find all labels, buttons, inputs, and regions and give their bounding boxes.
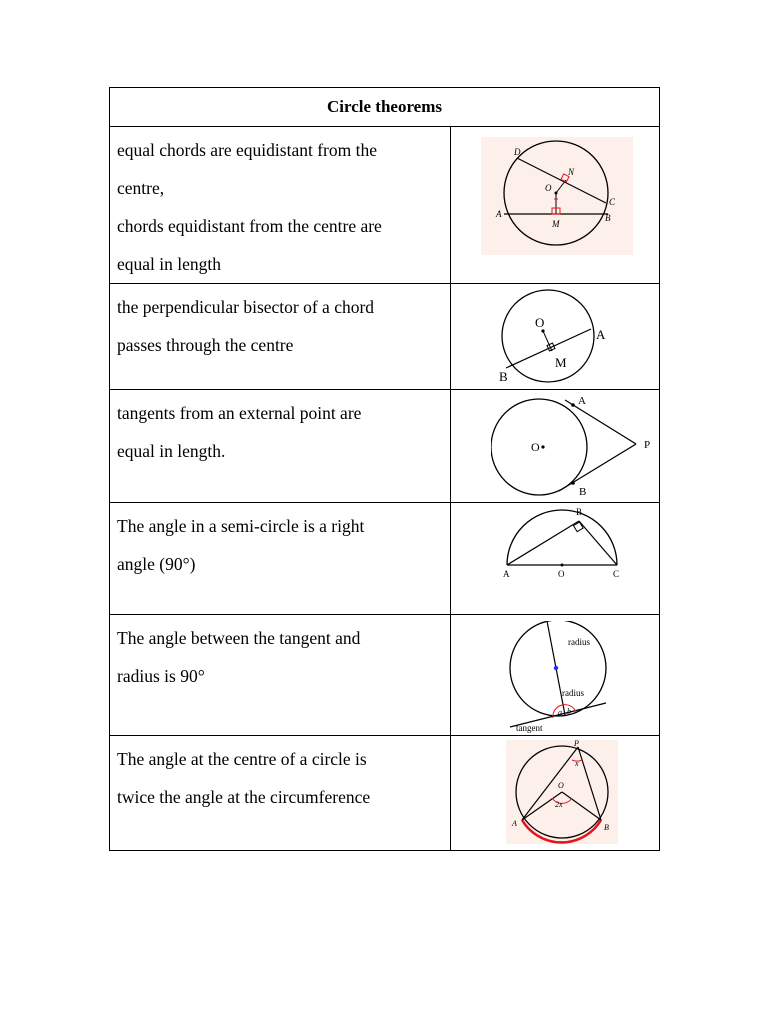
- svg-text:B: B: [499, 369, 508, 384]
- theorem-text: tangents from an external point are equal in length.: [110, 390, 451, 503]
- svg-text:D: D: [514, 147, 521, 157]
- equal-chords-diagram: [481, 137, 633, 255]
- tangent-radius-diagram: [506, 621, 651, 733]
- svg-text:O: O: [545, 183, 552, 193]
- centre-angle-diagram: [506, 740, 618, 844]
- svg-text:C: C: [609, 197, 616, 207]
- svg-text:A: A: [578, 395, 586, 407]
- table-row: [110, 736, 660, 851]
- svg-text:A: A: [596, 327, 606, 342]
- svg-text:N: N: [568, 167, 575, 177]
- theorem-diagram: [451, 503, 660, 615]
- svg-text:A: A: [512, 819, 517, 828]
- table-row: [110, 615, 660, 736]
- semicircle-angle-diagram: [499, 505, 629, 583]
- theorem-text: the perpendicular bisector of a chord passes through the centre: [110, 284, 451, 390]
- theorem-diagram: [451, 127, 660, 284]
- svg-text:a: a: [558, 708, 562, 717]
- table-row: [110, 284, 660, 390]
- theorem-text: The angle at the centre of a circle is twice the angle at the circumference: [110, 736, 451, 851]
- svg-text:O: O: [535, 315, 545, 330]
- theorem-text: equal chords are equidistant from the centre, chords equidistant from the centre are equal in length: [110, 127, 451, 284]
- circle-theorems-table: [109, 87, 660, 851]
- svg-text:P: P: [574, 740, 579, 748]
- theorem-diagram: [451, 390, 660, 503]
- svg-text:radius: radius: [562, 688, 584, 698]
- tangents-diagram: [491, 392, 656, 498]
- svg-text:B: B: [604, 823, 609, 832]
- theorem-text: The angle between the tangent and radius is 90°: [110, 615, 451, 736]
- svg-text:A: A: [503, 569, 510, 579]
- theorem-text: The angle in a semi-circle is a right angle (90°): [110, 503, 451, 615]
- svg-text:C: C: [613, 569, 620, 579]
- svg-text:tangent: tangent: [516, 723, 543, 733]
- theorem-diagram: [451, 284, 660, 390]
- svg-text:B: B: [579, 486, 587, 498]
- svg-text:O: O: [558, 781, 564, 790]
- theorem-diagram: [451, 736, 660, 851]
- theorem-diagram: [451, 615, 660, 736]
- svg-text:O: O: [531, 440, 540, 454]
- svg-text:P: P: [644, 439, 651, 451]
- svg-text:O: O: [558, 569, 565, 579]
- svg-text:M: M: [552, 219, 560, 229]
- svg-text:M: M: [555, 355, 567, 370]
- svg-text:radius: radius: [568, 637, 590, 647]
- svg-text:b: b: [567, 707, 571, 716]
- svg-text:B: B: [605, 213, 611, 223]
- table-title: Circle theorems: [110, 88, 660, 127]
- table-row: [110, 503, 660, 615]
- svg-text:2x: 2x: [555, 800, 563, 809]
- svg-text:x: x: [575, 759, 579, 768]
- svg-text:B: B: [576, 507, 583, 517]
- svg-text:A: A: [496, 209, 502, 219]
- table-row: [110, 127, 660, 284]
- perpendicular-bisector-diagram: [486, 288, 626, 388]
- table-row: [110, 390, 660, 503]
